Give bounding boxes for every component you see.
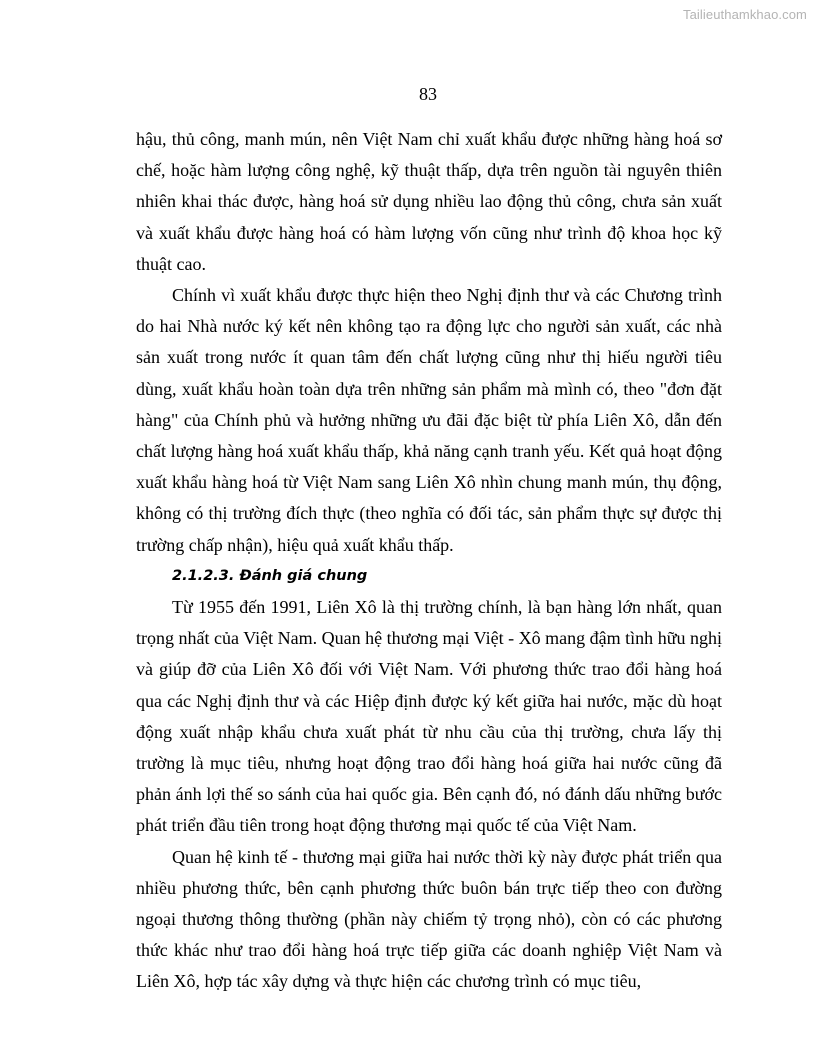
watermark-text: Tailieuthamkhao.com [682,7,807,22]
paragraph-economic-relations: Quan hệ kinh tế - thương mại giữa hai nước thời kỳ này được phát triển qua nhiều phương thức, bên cạnh phương thức buôn bán trực tiếp theo con đường ngoại thương thông thường (phần này chiếm tỷ trọng nhỏ), còn có các phương thức khác như trao đổi hàng hoá trực tiếp giữa các doanh nghiệp Việt Nam và Liên Xô, hợp tác xây dựng và thực hiện các chương trình có mục tiêu, [136,846,722,992]
section-heading: 2.1.2.3. Đánh giá chung [172,567,368,584]
paragraph-general-assessment: Từ 1955 đến 1991, Liên Xô là thị trường chính, là bạn hàng lớn nhất, quan trọng nhất của Việt Nam. Quan hệ thương mại Việt - Xô mang đậm tình hữu nghị và giúp đỡ của Liên Xô đối với Việt Nam. Với phương thức trao đổi hàng hoá qua các Nghị định thư và các Hiệp định được ký kết giữa hai nước, mặc dù hoạt động xuất nhập khẩu chưa xuất phát từ nhu cầu của thị trường, chưa lấy thị trường là mục tiêu, nhưng hoạt động trao đổi hàng hoá giữa hai nước cũng đã phản ánh lợi thế so sánh của hai quốc gia. Bên cạnh đó, nó đánh dấu những bước phát triển đầu tiên trong hoạt động thương mại quốc tế của Việt Nam. [136,597,722,836]
paragraph-export-protocol: Chính vì xuất khẩu được thực hiện theo Nghị định thư và các Chương trình do hai Nhà nước ký kết nên không tạo ra động lực cho người sản xuất, các nhà sản xuất trong nước ít quan tâm đến chất lượng cũng như thị hiếu người tiêu dùng, xuất khẩu hoàn toàn dựa trên những sản phẩm mà mình có, theo "đơn đặt hàng" của Chính phủ và hưởng những ưu đãi đặc biệt từ phía Liên Xô, dẫn đến chất lượng hàng hoá xuất khẩu thấp, khả năng cạnh tranh yếu. Kết quả hoạt động xuất khẩu hàng hoá từ Việt Nam sang Liên Xô nhìn chung manh mún, thụ động, không có thị trường đích thực (theo nghĩa có đối tác, sản phẩm thực sự được thị trường chấp nhận), hiệu quả xuất khẩu thấp. [136,285,722,555]
document-body [136,124,722,998]
paragraph-continued: hậu, thủ công, manh mún, nên Việt Nam chỉ xuất khẩu được những hàng hoá sơ chế, hoặc hàm lượng công nghệ, kỹ thuật thấp, dựa trên nguồn tài nguyên thiên nhiên khai thác được, hàng hoá sử dụng nhiều lao động thủ công, chưa sản xuất và xuất khẩu được hàng hoá có hàm lượng vốn cũng như trình độ khoa học kỹ thuật cao. [136,129,722,274]
page-number: 83 [419,84,437,104]
